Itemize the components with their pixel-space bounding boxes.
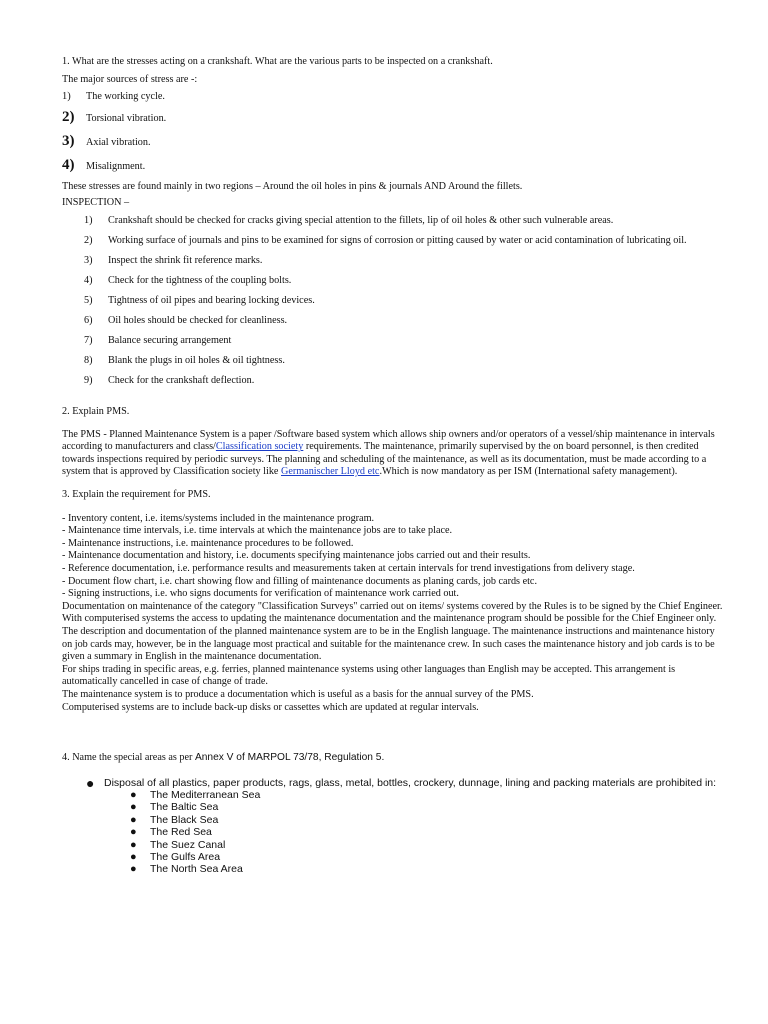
list-text: The Mediterranean Sea xyxy=(150,788,261,801)
list-text: Oil holes should be checked for cleanliness. xyxy=(108,314,288,326)
requirement-line: - Reference documentation, i.e. performance results and measurements taken at certain intervals for trend investigations from delivery stage. xyxy=(62,563,635,574)
list-number: 2) xyxy=(62,108,75,125)
list-text: Working surface of journals and pins to be examined for signs of corrosion or pitting caused by water or acid contamination of lubricating oil. xyxy=(108,234,687,246)
bullet-icon: ● xyxy=(130,788,137,801)
inspection-item xyxy=(84,315,726,327)
special-area-item xyxy=(130,851,726,863)
requirement-line: - Maintenance documentation and history, i.e. documents specifying maintenance jobs carried out and their results. xyxy=(62,550,531,562)
requirement-line: Computerised systems are to include back-up disks or cassettes which are updated at regular intervals. xyxy=(62,701,479,713)
list-text: Misalignment. xyxy=(86,160,146,172)
requirement-line: - Inventory content, i.e. items/systems included in the maintenance program. xyxy=(62,512,375,524)
list-number: 2) xyxy=(84,234,93,246)
stress-source-item xyxy=(62,156,726,183)
list-text: The Black Sea xyxy=(150,813,219,826)
list-number: 9) xyxy=(84,374,93,386)
list-text: Inspect the shrink fit reference marks. xyxy=(108,254,263,266)
requirement-line: - Signing instructions, i.e. who signs documents for verification of maintenance work carried out. xyxy=(62,588,459,600)
requirement-line: The description and documentation of the planned maintenance system are to be in the English language. The maintenance instructions and maintenance history on job cards may, however, be in the language most practical and suitable for the maintenance crew. In such cases the maintenance history and job cards is to be given a summary in English in the maintenance documentation. xyxy=(62,625,715,663)
list-item xyxy=(86,774,726,791)
inspection-heading: INSPECTION – xyxy=(62,197,130,209)
stress-sources-intro: The major sources of stress are -: xyxy=(62,74,198,86)
list-text: Disposal of all plastics, paper products, rags, glass, metal, bottles, crockery, dunnage, lining and packing materials are prohibited in: xyxy=(104,776,717,789)
requirement-line: - Document flow chart, i.e. chart showing flow and filling of maintenance documents as planing cards, job cards etc. xyxy=(62,575,537,587)
list-number: 4) xyxy=(62,156,75,173)
document-page xyxy=(62,56,726,876)
inspection-item xyxy=(84,335,726,347)
list-number: 7) xyxy=(84,334,93,346)
list-text: The working cycle. xyxy=(86,90,165,102)
requirement-line: - Maintenance time intervals, i.e. time intervals at which the maintenance jobs are to take place. xyxy=(62,525,453,537)
list-text: The Gulfs Area xyxy=(150,850,221,863)
bullet-icon: ● xyxy=(130,850,137,863)
question-text: 4. Name the special areas as per xyxy=(62,752,195,764)
list-number: 4) xyxy=(84,274,93,286)
list-text: Tightness of oil pipes and bearing locking devices. xyxy=(108,294,315,306)
bullet-icon: ● xyxy=(130,826,137,839)
bullet-icon: ● xyxy=(130,813,137,826)
list-number: 5) xyxy=(84,294,93,306)
list-text: Torsional vibration. xyxy=(86,112,167,124)
special-area-item xyxy=(130,826,726,838)
question-4 xyxy=(62,752,726,764)
question-3: 3. Explain the requirement for PMS. xyxy=(62,489,211,501)
bullet-icon: ● xyxy=(130,863,137,876)
list-text: The Red Sea xyxy=(150,826,212,839)
list-number: 1) xyxy=(62,90,71,102)
list-text: Check for the crankshaft deflection. xyxy=(108,374,255,386)
pms-paragraph xyxy=(62,429,726,478)
inspection-item xyxy=(84,295,726,307)
special-area-item xyxy=(130,839,726,851)
question-text: Annex V of MARPOL 73/78, Regulation 5. xyxy=(194,752,385,764)
list-text: Check for the tightness of the coupling bolts. xyxy=(108,274,292,286)
inspection-item xyxy=(84,255,726,267)
stress-source-item xyxy=(62,132,726,159)
list-text: Axial vibration. xyxy=(86,136,151,148)
list-number: 1) xyxy=(84,214,93,226)
special-area-item xyxy=(130,789,726,801)
requirement-line: Documentation on maintenance of the category "Classification Surveys" carried out on items/ systems covered by the Rules is to be signed by the Chief Engineer. With computerised systems the access to updating the maintenance documentation and the maintenance program should be possible for the Chief Engineer only. xyxy=(62,600,723,625)
bullet-icon: ● xyxy=(130,801,137,814)
inspection-item xyxy=(84,355,726,367)
list-text: The Suez Canal xyxy=(150,838,226,851)
question-1: 1. What are the stresses acting on a crankshaft. What are the various parts to be inspected on a crankshaft. xyxy=(62,56,493,67)
list-text: Blank the plugs in oil holes & oil tightness. xyxy=(108,354,285,366)
list-text: The North Sea Area xyxy=(150,863,243,876)
list-number: 3) xyxy=(84,254,93,266)
inspection-list xyxy=(84,215,726,387)
special-area-item xyxy=(130,863,726,875)
stress-source-item xyxy=(62,91,726,111)
bullet-icon: ● xyxy=(86,774,95,791)
paragraph-text: The PMS - Planned Maintenance System is a paper /Software based system which allows ship owners and/or operators of a vessel/ship maintenance in intervals according to manufacturers and class/ xyxy=(62,429,715,453)
requirement-line: The maintenance system is to produce a documentation which is useful as a basis for the annual survey of the PMS. xyxy=(62,688,534,700)
question-2: 2. Explain PMS. xyxy=(62,405,130,417)
special-area-item xyxy=(130,801,726,813)
requirement-line: - Maintenance instructions, i.e. maintenance procedures to be followed. xyxy=(62,537,354,549)
list-text: Crankshaft should be checked for cracks giving special attention to the fillets, lip of oil holes & other such vulnerable areas. xyxy=(108,214,614,226)
list-text: Balance securing arrangement xyxy=(108,334,232,346)
germanischer-lloyd-link[interactable]: Germanischer Lloyd etc xyxy=(281,465,380,477)
paragraph-text: .Which is now mandatory as per ISM (International safety management). xyxy=(379,465,678,477)
stress-source-item xyxy=(62,108,726,135)
list-number: 3) xyxy=(62,132,75,149)
list-number: 6) xyxy=(84,314,93,326)
list-number: 8) xyxy=(84,354,93,366)
pms-requirements xyxy=(62,513,726,715)
inspection-item xyxy=(84,235,726,247)
inspection-item xyxy=(84,275,726,287)
stress-regions: These stresses are found mainly in two regions – Around the oil holes in pins & journals AND Around the fillets. xyxy=(62,180,523,192)
paragraph-text: requirements. The maintenance, primarily supervised by the on board personnel, is then credited towards inspections required by periodic surveys. The planning and scheduling of the maintenance, as well as its documentation, must be made according to a system that is approved by Classification society like xyxy=(62,441,707,477)
inspection-item xyxy=(84,375,726,387)
classification-society-link[interactable]: Classification society xyxy=(215,441,304,453)
requirement-line: For ships trading in specific areas, e.g. ferries, planned maintenance systems using other languages than English may be accepted. This arrangement is automatically cancelled in case of change of trade. xyxy=(62,663,676,688)
inspection-item xyxy=(84,215,726,227)
bullet-icon: ● xyxy=(130,838,137,851)
list-text: The Baltic Sea xyxy=(150,801,219,814)
special-area-item xyxy=(130,814,726,826)
